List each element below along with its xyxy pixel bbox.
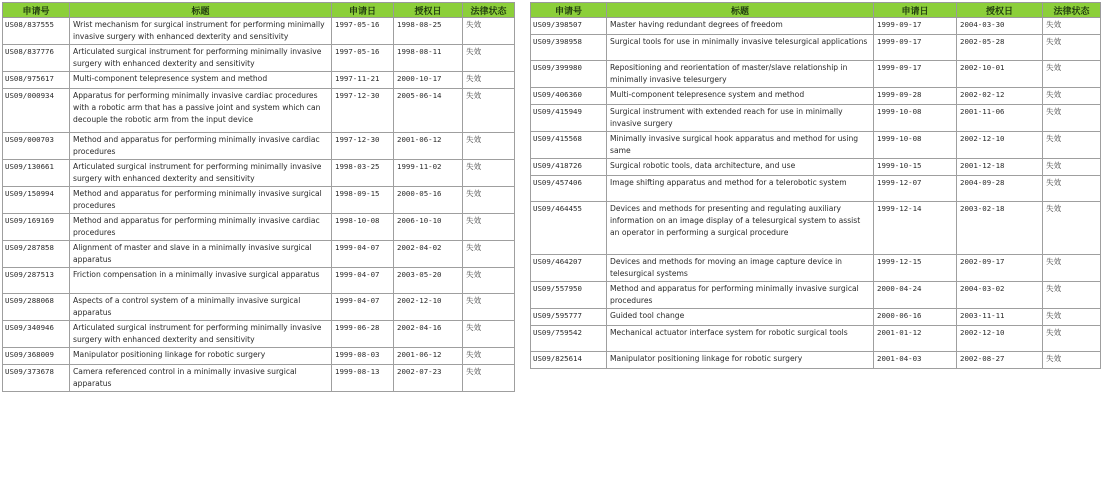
filing-date-cell: 1999-08-03 xyxy=(332,348,394,365)
grant-date-cell: 2004-09-28 xyxy=(957,176,1043,202)
legal-status-cell: 失效 xyxy=(463,348,515,365)
filing-date-cell: 1997-12-30 xyxy=(332,133,394,160)
title-cell: Manipulator positioning linkage for robotic surgery xyxy=(70,348,332,365)
table-row xyxy=(531,255,1101,282)
title-cell: Surgical robotic tools, data architecture, and use xyxy=(607,159,874,176)
table-row xyxy=(3,160,515,187)
filing-date-cell: 1999-06-28 xyxy=(332,321,394,348)
grant-date-cell: 2002-12-10 xyxy=(957,326,1043,352)
legal-status-cell: 失效 xyxy=(463,294,515,321)
title-cell: Aspects of a control system of a minimally invasive surgical apparatus xyxy=(70,294,332,321)
filing-date-cell: 1999-08-13 xyxy=(332,365,394,392)
table-row xyxy=(531,326,1101,352)
filing-date-cell: 1999-04-07 xyxy=(332,241,394,268)
grant-date-cell: 2002-08-27 xyxy=(957,352,1043,369)
title-cell: Camera referenced control in a minimally invasive surgical apparatus xyxy=(70,365,332,392)
table-row xyxy=(3,45,515,72)
application-number-cell: US09/398507 xyxy=(531,18,607,35)
title-cell: Guided tool change xyxy=(607,309,874,326)
title-cell: Method and apparatus for performing minimally invasive cardiac procedures xyxy=(70,214,332,241)
table-row xyxy=(531,309,1101,326)
legal-status-cell: 失效 xyxy=(1043,202,1101,255)
legal-status-cell: 失效 xyxy=(1043,352,1101,369)
table-row xyxy=(3,294,515,321)
filing-date-cell: 1997-11-21 xyxy=(332,72,394,89)
header-legal-status: 法律状态 xyxy=(463,3,515,18)
filing-date-cell: 1999-09-28 xyxy=(874,88,957,105)
grant-date-cell: 2003-11-11 xyxy=(957,309,1043,326)
grant-date-cell: 2002-02-12 xyxy=(957,88,1043,105)
table-row xyxy=(531,105,1101,132)
table-row xyxy=(3,268,515,294)
grant-date-cell: 2002-05-28 xyxy=(957,35,1043,61)
title-cell: Alignment of master and slave in a minimally invasive surgical apparatus xyxy=(70,241,332,268)
table-row xyxy=(531,18,1101,35)
title-cell: Method and apparatus for performing minimally invasive surgical procedures xyxy=(607,282,874,309)
application-number-cell: US09/000703 xyxy=(3,133,70,160)
grant-date-cell: 2001-12-18 xyxy=(957,159,1043,176)
title-cell: Devices and methods for presenting and regulating auxiliary information on an image display of a telesurgical system to assist an operator in performing a surgical procedure xyxy=(607,202,874,255)
table-row xyxy=(531,282,1101,309)
title-cell: Articulated surgical instrument for performing minimally invasive surgery with enhanced dexterity and sensitivity xyxy=(70,45,332,72)
table-row xyxy=(3,72,515,89)
application-number-cell: US09/000934 xyxy=(3,89,70,133)
table-row xyxy=(531,35,1101,61)
grant-date-cell: 2003-02-18 xyxy=(957,202,1043,255)
legal-status-cell: 失效 xyxy=(1043,282,1101,309)
application-number-cell: US09/288068 xyxy=(3,294,70,321)
application-number-cell: US09/287513 xyxy=(3,268,70,294)
table-row xyxy=(3,321,515,348)
table-row xyxy=(3,241,515,268)
legal-status-cell: 失效 xyxy=(463,72,515,89)
grant-date-cell: 1999-11-02 xyxy=(394,160,463,187)
title-cell: Manipulator positioning linkage for robotic surgery xyxy=(607,352,874,369)
application-number-cell: US09/825614 xyxy=(531,352,607,369)
filing-date-cell: 1998-03-25 xyxy=(332,160,394,187)
title-cell: Method and apparatus for performing minimally invasive cardiac procedures xyxy=(70,133,332,160)
title-cell: Friction compensation in a minimally invasive surgical apparatus xyxy=(70,268,332,294)
header-filing-date: 申请日 xyxy=(874,3,957,18)
filing-date-cell: 1999-09-17 xyxy=(874,61,957,88)
grant-date-cell: 2002-04-02 xyxy=(394,241,463,268)
legal-status-cell: 失效 xyxy=(463,160,515,187)
header-title: 标题 xyxy=(70,3,332,18)
filing-date-cell: 1997-05-16 xyxy=(332,18,394,45)
grant-date-cell: 2002-10-01 xyxy=(957,61,1043,88)
filing-date-cell: 2001-04-03 xyxy=(874,352,957,369)
table-row xyxy=(3,18,515,45)
filing-date-cell: 1999-09-17 xyxy=(874,35,957,61)
grant-date-cell: 2003-05-20 xyxy=(394,268,463,294)
application-number-cell: US09/368009 xyxy=(3,348,70,365)
application-number-cell: US09/169169 xyxy=(3,214,70,241)
legal-status-cell: 失效 xyxy=(1043,105,1101,132)
table-row xyxy=(531,88,1101,105)
table-header-row xyxy=(531,3,1101,18)
application-number-cell: US08/837555 xyxy=(3,18,70,45)
legal-status-cell: 失效 xyxy=(1043,159,1101,176)
patent-table-left xyxy=(2,2,515,392)
grant-date-cell: 1998-08-11 xyxy=(394,45,463,72)
filing-date-cell: 1999-09-17 xyxy=(874,18,957,35)
table-row xyxy=(531,132,1101,159)
application-number-cell: US09/464207 xyxy=(531,255,607,282)
filing-date-cell: 1999-12-07 xyxy=(874,176,957,202)
table-row xyxy=(3,214,515,241)
filing-date-cell: 1997-05-16 xyxy=(332,45,394,72)
filing-date-cell: 1998-10-08 xyxy=(332,214,394,241)
filing-date-cell: 1999-12-14 xyxy=(874,202,957,255)
grant-date-cell: 2001-11-06 xyxy=(957,105,1043,132)
legal-status-cell: 失效 xyxy=(1043,88,1101,105)
title-cell: Wrist mechanism for surgical instrument for performing minimally invasive surgery with enhanced dexterity and sensitivity xyxy=(70,18,332,45)
table-row xyxy=(531,352,1101,369)
legal-status-cell: 失效 xyxy=(1043,132,1101,159)
grant-date-cell: 2002-04-16 xyxy=(394,321,463,348)
legal-status-cell: 失效 xyxy=(1043,326,1101,352)
table-row xyxy=(531,176,1101,202)
title-cell: Repositioning and reorientation of master/slave relationship in minimally invasive telesurgery xyxy=(607,61,874,88)
filing-date-cell: 1998-09-15 xyxy=(332,187,394,214)
legal-status-cell: 失效 xyxy=(463,89,515,133)
table-row xyxy=(3,133,515,160)
application-number-cell: US09/759542 xyxy=(531,326,607,352)
header-application-number: 申请号 xyxy=(531,3,607,18)
filing-date-cell: 2001-01-12 xyxy=(874,326,957,352)
filing-date-cell: 1999-10-08 xyxy=(874,132,957,159)
title-cell: Minimally invasive surgical hook apparatus and method for using same xyxy=(607,132,874,159)
title-cell: Image shifting apparatus and method for a telerobotic system xyxy=(607,176,874,202)
legal-status-cell: 失效 xyxy=(463,45,515,72)
grant-date-cell: 2002-07-23 xyxy=(394,365,463,392)
legal-status-cell: 失效 xyxy=(463,214,515,241)
title-cell: Apparatus for performing minimally invasive cardiac procedures with a robotic arm that has a passive joint and system which can decouple the robotic arm from the input device xyxy=(70,89,332,133)
filing-date-cell: 1999-10-08 xyxy=(874,105,957,132)
title-cell: Method and apparatus for performing minimally invasive surgical procedures xyxy=(70,187,332,214)
grant-date-cell: 2000-05-16 xyxy=(394,187,463,214)
grant-date-cell: 2002-12-10 xyxy=(957,132,1043,159)
legal-status-cell: 失效 xyxy=(463,18,515,45)
grant-date-cell: 2004-03-30 xyxy=(957,18,1043,35)
grant-date-cell: 1998-08-25 xyxy=(394,18,463,45)
grant-date-cell: 2004-03-02 xyxy=(957,282,1043,309)
title-cell: Surgical instrument with extended reach for use in minimally invasive surgery xyxy=(607,105,874,132)
legal-status-cell: 失效 xyxy=(463,321,515,348)
title-cell: Surgical tools for use in minimally invasive telesurgical applications xyxy=(607,35,874,61)
grant-date-cell: 2002-12-10 xyxy=(394,294,463,321)
application-number-cell: US09/399980 xyxy=(531,61,607,88)
title-cell: Multi-component telepresence system and method xyxy=(70,72,332,89)
application-number-cell: US09/398958 xyxy=(531,35,607,61)
application-number-cell: US09/415949 xyxy=(531,105,607,132)
table-row xyxy=(531,159,1101,176)
table-row xyxy=(3,365,515,392)
legal-status-cell: 失效 xyxy=(463,241,515,268)
legal-status-cell: 失效 xyxy=(1043,255,1101,282)
application-number-cell: US09/595777 xyxy=(531,309,607,326)
title-cell: Master having redundant degrees of freedom xyxy=(607,18,874,35)
title-cell: Multi-component telepresence system and method xyxy=(607,88,874,105)
legal-status-cell: 失效 xyxy=(1043,176,1101,202)
table-row xyxy=(531,202,1101,255)
application-number-cell: US09/287858 xyxy=(3,241,70,268)
legal-status-cell: 失效 xyxy=(1043,35,1101,61)
application-number-cell: US09/464455 xyxy=(531,202,607,255)
filing-date-cell: 1999-10-15 xyxy=(874,159,957,176)
header-legal-status: 法律状态 xyxy=(1043,3,1101,18)
table-row xyxy=(531,61,1101,88)
filing-date-cell: 2000-06-16 xyxy=(874,309,957,326)
application-number-cell: US09/418726 xyxy=(531,159,607,176)
filing-date-cell: 1997-12-30 xyxy=(332,89,394,133)
title-cell: Articulated surgical instrument for performing minimally invasive surgery with enhanced dexterity and sensitivity xyxy=(70,321,332,348)
title-cell: Devices and methods for moving an image capture device in telesurgical systems xyxy=(607,255,874,282)
legal-status-cell: 失效 xyxy=(1043,18,1101,35)
legal-status-cell: 失效 xyxy=(463,187,515,214)
filing-date-cell: 1999-04-07 xyxy=(332,294,394,321)
legal-status-cell: 失效 xyxy=(463,133,515,160)
legal-status-cell: 失效 xyxy=(463,365,515,392)
patent-table-right xyxy=(530,2,1101,369)
application-number-cell: US09/457406 xyxy=(531,176,607,202)
header-application-number: 申请号 xyxy=(3,3,70,18)
table-row xyxy=(3,187,515,214)
application-number-cell: US09/415568 xyxy=(531,132,607,159)
grant-date-cell: 2006-10-10 xyxy=(394,214,463,241)
application-number-cell: US09/557950 xyxy=(531,282,607,309)
application-number-cell: US08/837776 xyxy=(3,45,70,72)
application-number-cell: US08/975617 xyxy=(3,72,70,89)
filing-date-cell: 1999-12-15 xyxy=(874,255,957,282)
legal-status-cell: 失效 xyxy=(1043,61,1101,88)
header-title: 标题 xyxy=(607,3,874,18)
title-cell: Articulated surgical instrument for performing minimally invasive surgery with enhanced dexterity and sensitivity xyxy=(70,160,332,187)
grant-date-cell: 2002-09-17 xyxy=(957,255,1043,282)
filing-date-cell: 1999-04-07 xyxy=(332,268,394,294)
header-filing-date: 申请日 xyxy=(332,3,394,18)
header-grant-date: 授权日 xyxy=(957,3,1043,18)
grant-date-cell: 2005-06-14 xyxy=(394,89,463,133)
application-number-cell: US09/406360 xyxy=(531,88,607,105)
grant-date-cell: 2001-06-12 xyxy=(394,133,463,160)
filing-date-cell: 2000-04-24 xyxy=(874,282,957,309)
title-cell: Mechanical actuator interface system for robotic surgical tools xyxy=(607,326,874,352)
table-header-row xyxy=(3,3,515,18)
grant-date-cell: 2001-06-12 xyxy=(394,348,463,365)
application-number-cell: US09/150994 xyxy=(3,187,70,214)
legal-status-cell: 失效 xyxy=(1043,309,1101,326)
application-number-cell: US09/373678 xyxy=(3,365,70,392)
application-number-cell: US09/130661 xyxy=(3,160,70,187)
header-grant-date: 授权日 xyxy=(394,3,463,18)
application-number-cell: US09/340946 xyxy=(3,321,70,348)
table-row xyxy=(3,89,515,133)
table-row xyxy=(3,348,515,365)
grant-date-cell: 2000-10-17 xyxy=(394,72,463,89)
legal-status-cell: 失效 xyxy=(463,268,515,294)
